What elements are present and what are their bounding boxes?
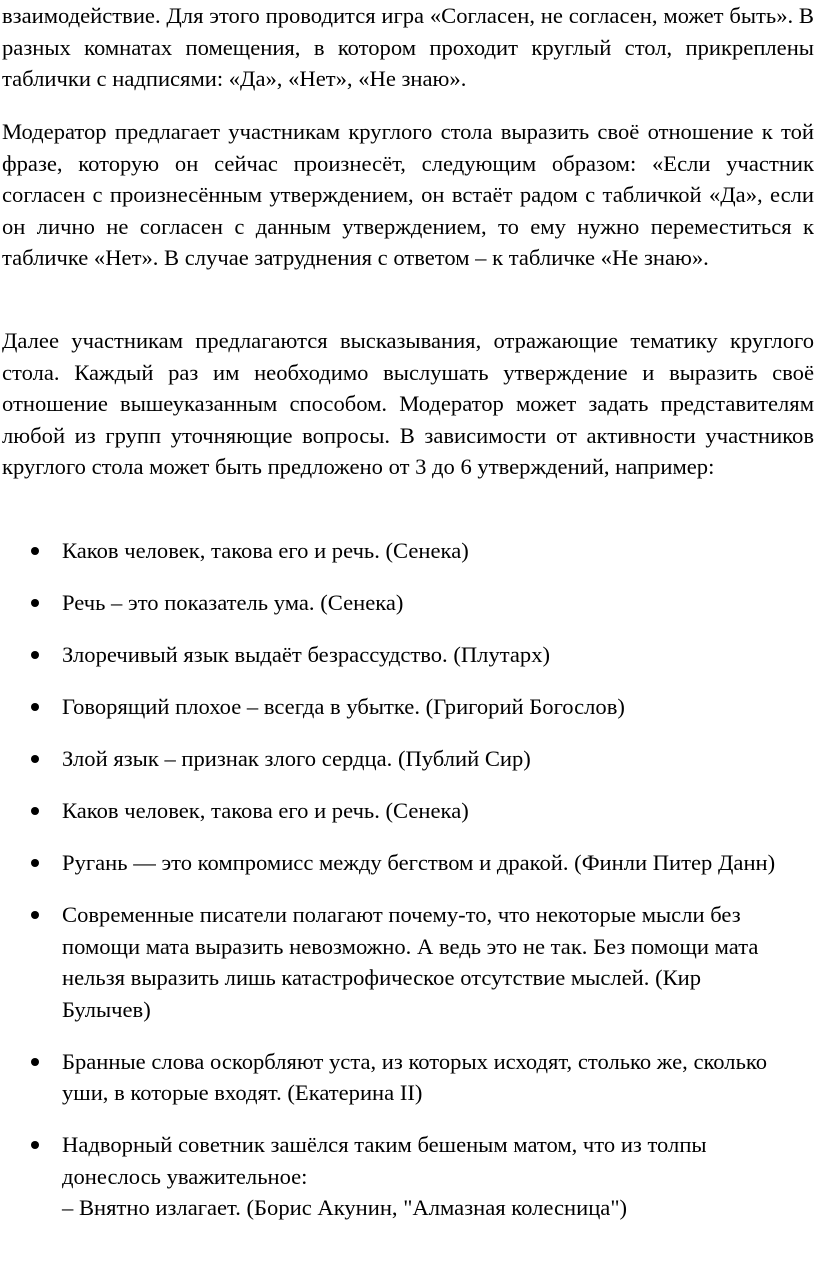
bullet-icon <box>31 859 39 867</box>
list-item <box>0 899 816 1025</box>
list-item <box>0 743 816 775</box>
list-item <box>0 847 816 879</box>
statement-text: Злоречивый язык выдаёт безрассудство. (Плутарх) <box>62 642 551 667</box>
list-item <box>0 1046 816 1109</box>
bullet-icon <box>31 1141 39 1149</box>
list-item <box>0 639 816 671</box>
statement-text: Ругань — это компромисс между бегством и дракой. (Финли Питер Данн) <box>62 850 776 875</box>
statement-text: Злой язык – признак злого сердца. (Публий Сир) <box>62 746 531 771</box>
bullet-icon <box>31 547 39 555</box>
statement-text: Каков человек, такова его и речь. (Сенека) <box>62 538 469 563</box>
bullet-icon <box>31 807 39 815</box>
list-item <box>0 535 816 567</box>
statement-text: Говорящий плохое – всегда в убытке. (Григорий Богослов) <box>62 694 625 719</box>
bullet-icon <box>31 703 39 711</box>
bullet-icon <box>31 599 39 607</box>
statements-list <box>0 535 816 1244</box>
paragraph-moderator-instructions: Модератор предлагает участникам круглого стола выразить своё отношение к той фразе, которую он сейчас произнесёт, следующим образом: «Если участник согласен с произнесённым утверждением, он встаёт радом с табличкой «Да», если он лично не согласен с данным утверждением, то ему нужно переместиться к табличке «Нет». В случае затруднения с ответом – к табличке «Не знаю». <box>2 119 814 270</box>
list-item <box>0 795 816 827</box>
list-item <box>0 691 816 723</box>
list-item <box>0 587 816 619</box>
statement-text: Бранные слова оскорбляют уста, из которых исходят, столько же, сколько уши, в которые входят. (Екатерина II) <box>62 1048 768 1105</box>
statement-continuation: – Внятно излагает. (Борис Акунин, "Алмазная колесница") <box>62 1195 628 1220</box>
statement-text: Современные писатели полагают почему-то, что некоторые мысли без помощи мата выразить невозможно. А ведь это не так. Без помощи мата нельзя выразить лишь катастрофическое отсутствие мыслей. (Кир Булычев) <box>62 902 759 1022</box>
list-item <box>0 1129 816 1224</box>
paragraph-statements-intro: Далее участникам предлагаются высказывания, отражающие тематику круглого стола. Каждый раз им необходимо выслушать утверждение и выразить своё отношение вышеуказанным способом. Модератор может задать представителям любой из групп уточняющие вопросы. В зависимости от активности участников круглого стола может быть предложено от 3 до 6 утверждений, например: <box>2 328 814 479</box>
statement-text: Каков человек, такова его и речь. (Сенека) <box>62 798 469 823</box>
statement-text: Надворный советник зашёлся таким бешеным матом, что из толпы донеслось уважительное: <box>62 1132 707 1189</box>
statement-text: Речь – это показатель ума. (Сенека) <box>62 590 404 615</box>
paragraph-intro: взаимодействие. Для этого проводится игра «Согласен, не согласен, может быть». В разных комнатах помещения, в котором проходит круглый стол, прикреплены таблички с надписями: «Да», «Нет», «Не знаю». <box>2 3 814 91</box>
bullet-icon <box>31 755 39 763</box>
bullet-icon <box>31 911 39 919</box>
bullet-icon <box>31 651 39 659</box>
bullet-icon <box>31 1058 39 1066</box>
